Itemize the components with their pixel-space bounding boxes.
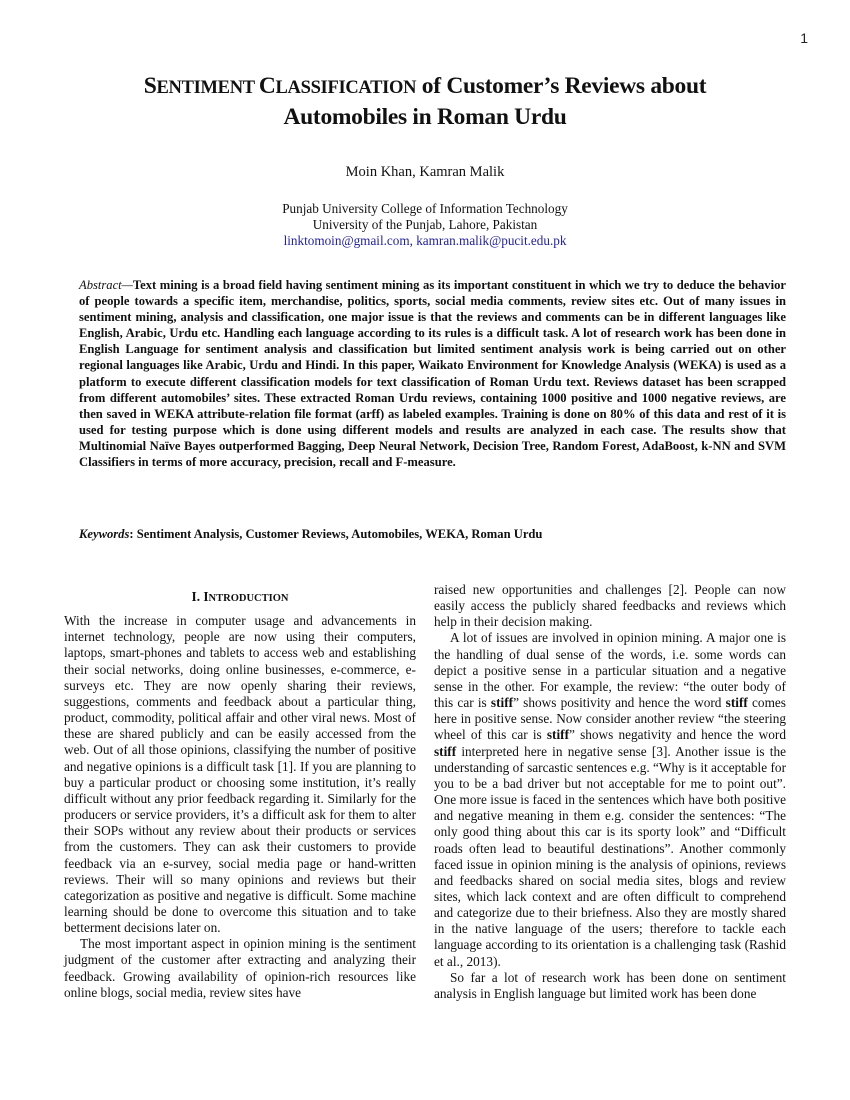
- page-number: 1: [800, 30, 808, 46]
- text-run: interpreted here in negative sense [3]. Another issue is the understanding of sarcastic sentences e.g. “Why is it acceptable for you to be a bad driver but not acceptable for me to point out”. One more issue is faced in the sentences which have both positive and negative meaning in them e.g. consider the sentences: “The only good thing about this car is its sporty look” and “Difficult roads often lead to beautiful destinations”. Another commonly faced issue in opinion mining is the analysis of opinions, reviews and feedbacks shared on social media sites, blogs and review sites, which lack context and are often difficult to comprehend and categorize due to their briefness. Also they are mostly shared in the native language of the users; therefore to tackle each language according to its orientation is a challenging task (Rashid et al., 2013).: [434, 743, 786, 969]
- text-run: A lot of issues are involved in opinion mining. A major one is the handling of dual sense of the words, i.e. some words can depict a positive sense in a particular situation and a negative sense in the other. For example, the review: “the outer body of this car is: [434, 630, 786, 711]
- title-smallcaps-2: LASSIFICATION: [275, 78, 417, 98]
- abstract: [79, 277, 786, 470]
- authors: Moin Khan, Kamran Malik: [345, 164, 505, 180]
- keyword-stiff: stiff: [434, 743, 457, 759]
- intro-paragraph-4: So far a lot of research work has been done on sentiment analysis in English language but limited work has been done: [434, 969, 786, 1001]
- author-emails[interactable]: linktomoin@gmail.com, kamran.malik@pucit.edu.pk: [283, 233, 567, 248]
- section-heading-initial: I: [203, 589, 209, 604]
- section-number: I.: [191, 589, 204, 604]
- abstract-label: Abstract—: [79, 278, 133, 292]
- text-run: comes here in positive sense. Now consider another review “the steering wheel of this car is: [434, 695, 786, 743]
- intro-paragraph-2: The most important aspect in opinion mining is the sentiment judgment of the customer after extracting and analyzing their feedback. Growing availability of opinion-rich resources like online blogs, social media, review sites have: [64, 936, 416, 1000]
- title-initial-s: S: [143, 73, 157, 99]
- intro-paragraph-2-cont: raised new opportunities and challenges [2]. People can now easily access the publicly shared feedbacks and reviews which help in their decision making.: [434, 582, 786, 630]
- title-smallcaps-1: ENTIMENT: [156, 78, 259, 98]
- affiliation: [0, 201, 850, 249]
- text-run: ” shows negativity and hence the word: [569, 727, 787, 743]
- text-run: ” shows positivity and hence the word: [513, 695, 726, 711]
- keywords-text: Sentiment Analysis, Customer Reviews, Automobiles, WEKA, Roman Urdu: [136, 527, 543, 541]
- keywords: [79, 527, 786, 542]
- keyword-stiff: stiff: [546, 727, 570, 743]
- right-column: [434, 582, 786, 1002]
- title-initial-c: C: [258, 73, 276, 99]
- title-line2: Automobiles in Roman Urdu: [283, 104, 567, 130]
- affiliation-line2: University of the Punjab, Lahore, Pakistan: [312, 217, 538, 232]
- section-heading-smallcaps: NTRODUCTION: [208, 593, 289, 604]
- left-column: [64, 585, 416, 1001]
- section-heading-introduction: [64, 589, 416, 607]
- affiliation-line1: Punjab University College of Information Technology: [282, 201, 568, 216]
- title-rest-line1: of Customer’s Reviews about: [416, 73, 707, 99]
- intro-paragraph-3: [434, 630, 786, 969]
- keywords-sep: :: [129, 527, 137, 541]
- keyword-stiff: stiff: [490, 695, 514, 711]
- abstract-text: Text mining is a broad field having sentiment mining as its important constituent in which we try to deduce the behavior of people towards a specific item, merchandise, politics, sports, social media comments, review sites etc. Out of many issues in sentiment mining, analysis and classification, one major issue is that the reviews and comments can be in different languages like English, Arabic, Urdu etc. Handling each language according to its rules is a difficult task. A lot of research work has been done in English Language for sentiment analysis and classification but limited sentiment analysis work is being carried out on other regional languages like Arabic, Urdu and Hindi. In this paper, Waikato Environment for Knowledge Analysis (WEKA) is used as a platform to execute different classification models for text classification of Roman Urdu text. Reviews dataset has been scrapped from different automobiles’ sites. These extracted Roman Urdu reviews, containing 1000 positive and 1000 negative reviews, are then saved in WEKA attribute-relation file format (arff) as labeled examples. Training is done on 80% of this data and rest of it is used for testing purpose which is done using different models and results are analyzed in each case. The results show that Multinomial Naïve Bayes outperformed Bagging, Deep Neural Network, Decision Tree, Random Forest, AdaBoost, k-NN and SVM Classifiers in terms of more accuracy, precision, recall and F-measure.: [79, 278, 786, 470]
- keyword-stiff: stiff: [725, 695, 748, 711]
- keywords-label: Keywords: [79, 527, 130, 541]
- intro-paragraph-1: With the increase in computer usage and advancements in internet technology, people are now using their computers, laptops, smart-phones and tablets to access web and establishing their social networks, doing online businesses, e-commerce, e-surveys etc. They are now openly sharing their reviews, suggestions, comments and feedback about a particular thing, product, commodity, political affair and other viral news. Most of these are shared publicly and can be easily accessed from the web. Out of all those opinions, classifying the number of positive and negative opinions is a difficult task [1]. If you are planning to buy a particular product or choosing some institution, it’s really difficult without any prior feedback regarding it. Similarly for the producers or service providers, it’s a difficult ask for them to alter their SOPs without any review about their products or services from the customers. They can ask their customers to provide feedback via an e-survey, social media page or hand-written reviews. Their will so many opinions and reviews but their categorization as positive and negative is difficult. Some machine learning should be done to overcome this situation and to take betterment decisions later on.: [64, 613, 416, 936]
- paper-title: [0, 72, 850, 132]
